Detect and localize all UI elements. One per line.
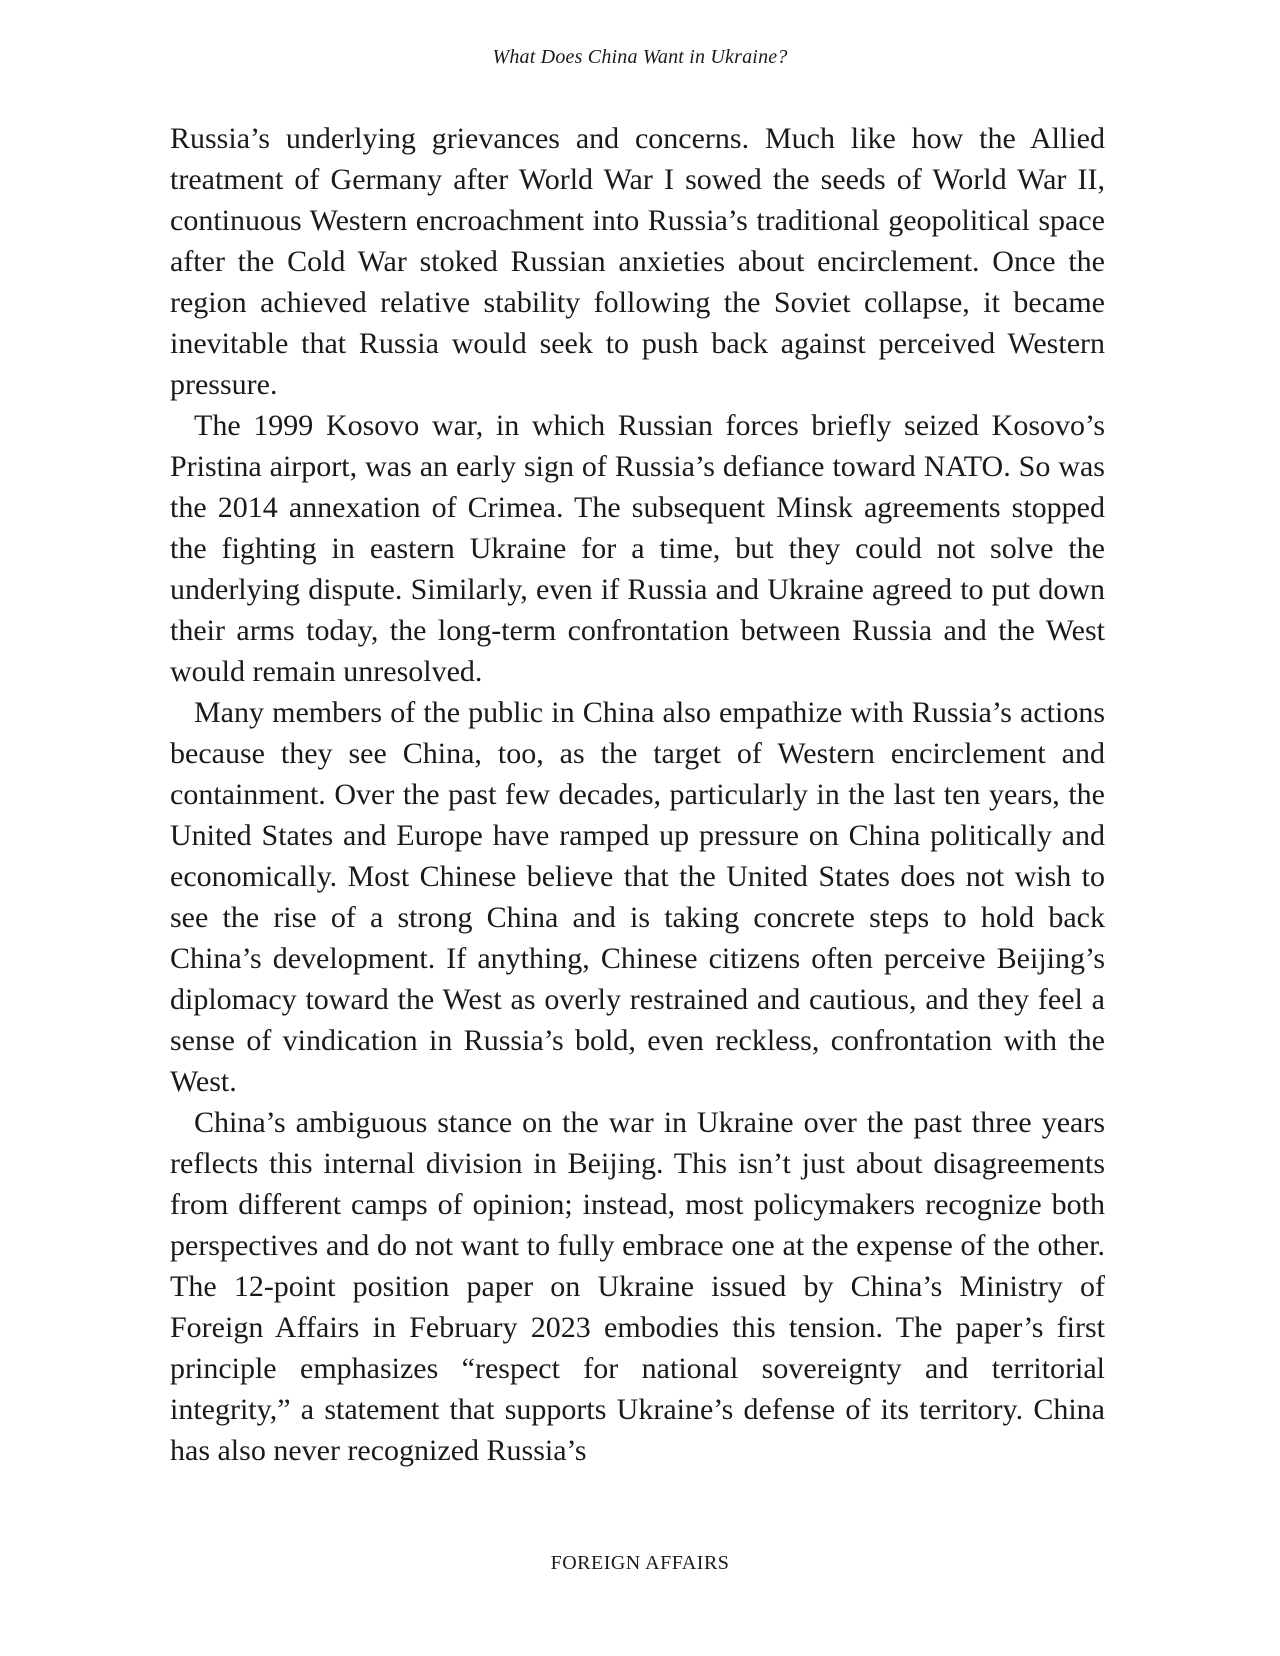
paragraph-2: The 1999 Kosovo war, in which Russian forces briefly seized Kosovo’s Pristina airport, was an early sign of Russia’s defiance toward NATO. So was the 2014 annexation of Crimea. The subsequent Minsk agreements stopped the fighting in eastern Ukraine for a time, but they could not solve the underlying dispute. Similarly, even if Russia and Ukraine agreed to put down their arms today, the long-term confrontation between Russia and the West would remain unresolved. <box>170 409 1105 688</box>
article-body <box>170 118 1105 1471</box>
paragraph-3: Many members of the public in China also empathize with Russia’s actions because they see China, too, as the target of Western encirclement and containment. Over the past few decades, particularly in the last ten years, the United States and Europe have ramped up pressure on China politically and economically. Most Chinese believe that the United States does not wish to see the rise of a strong China and is taking concrete steps to hold back China’s development. If anything, Chinese citizens often perceive Beijing’s diplomacy toward the West as overly restrained and cautious, and they feel a sense of vindication in Russia’s bold, even reckless, confrontation with the West. <box>170 696 1105 1098</box>
running-head: What Does China Want in Ukraine? <box>492 46 788 68</box>
paragraph-4: China’s ambiguous stance on the war in Ukraine over the past three years reflects this internal division in Beijing. This isn’t just about disagreements from different camps of opinion; instead, most policymakers recognize both perspectives and do not want to fully embrace one at the expense of the other. The 12-point position paper on Ukraine issued by China’s Ministry of Foreign Affairs in February 2023 embodies this tension. The paper’s first principle emphasizes “respect for national sovereignty and territorial integrity,” a statement that supports Ukraine’s defense of its territory. China has also never recognized Russia’s <box>170 1106 1105 1467</box>
page-footer: FOREIGN AFFAIRS <box>550 1552 730 1574</box>
paragraph-1: Russia’s underlying grievances and concerns. Much like how the Allied treatment of Germany after World War I sowed the seeds of World War II, continuous Western encroachment into Russia’s traditional geopolitical space after the Cold War stoked Russian anxieties about encirclement. Once the region achieved relative stability following the Soviet collapse, it became inevitable that Russia would seek to push back against perceived Western pressure. <box>170 122 1105 401</box>
